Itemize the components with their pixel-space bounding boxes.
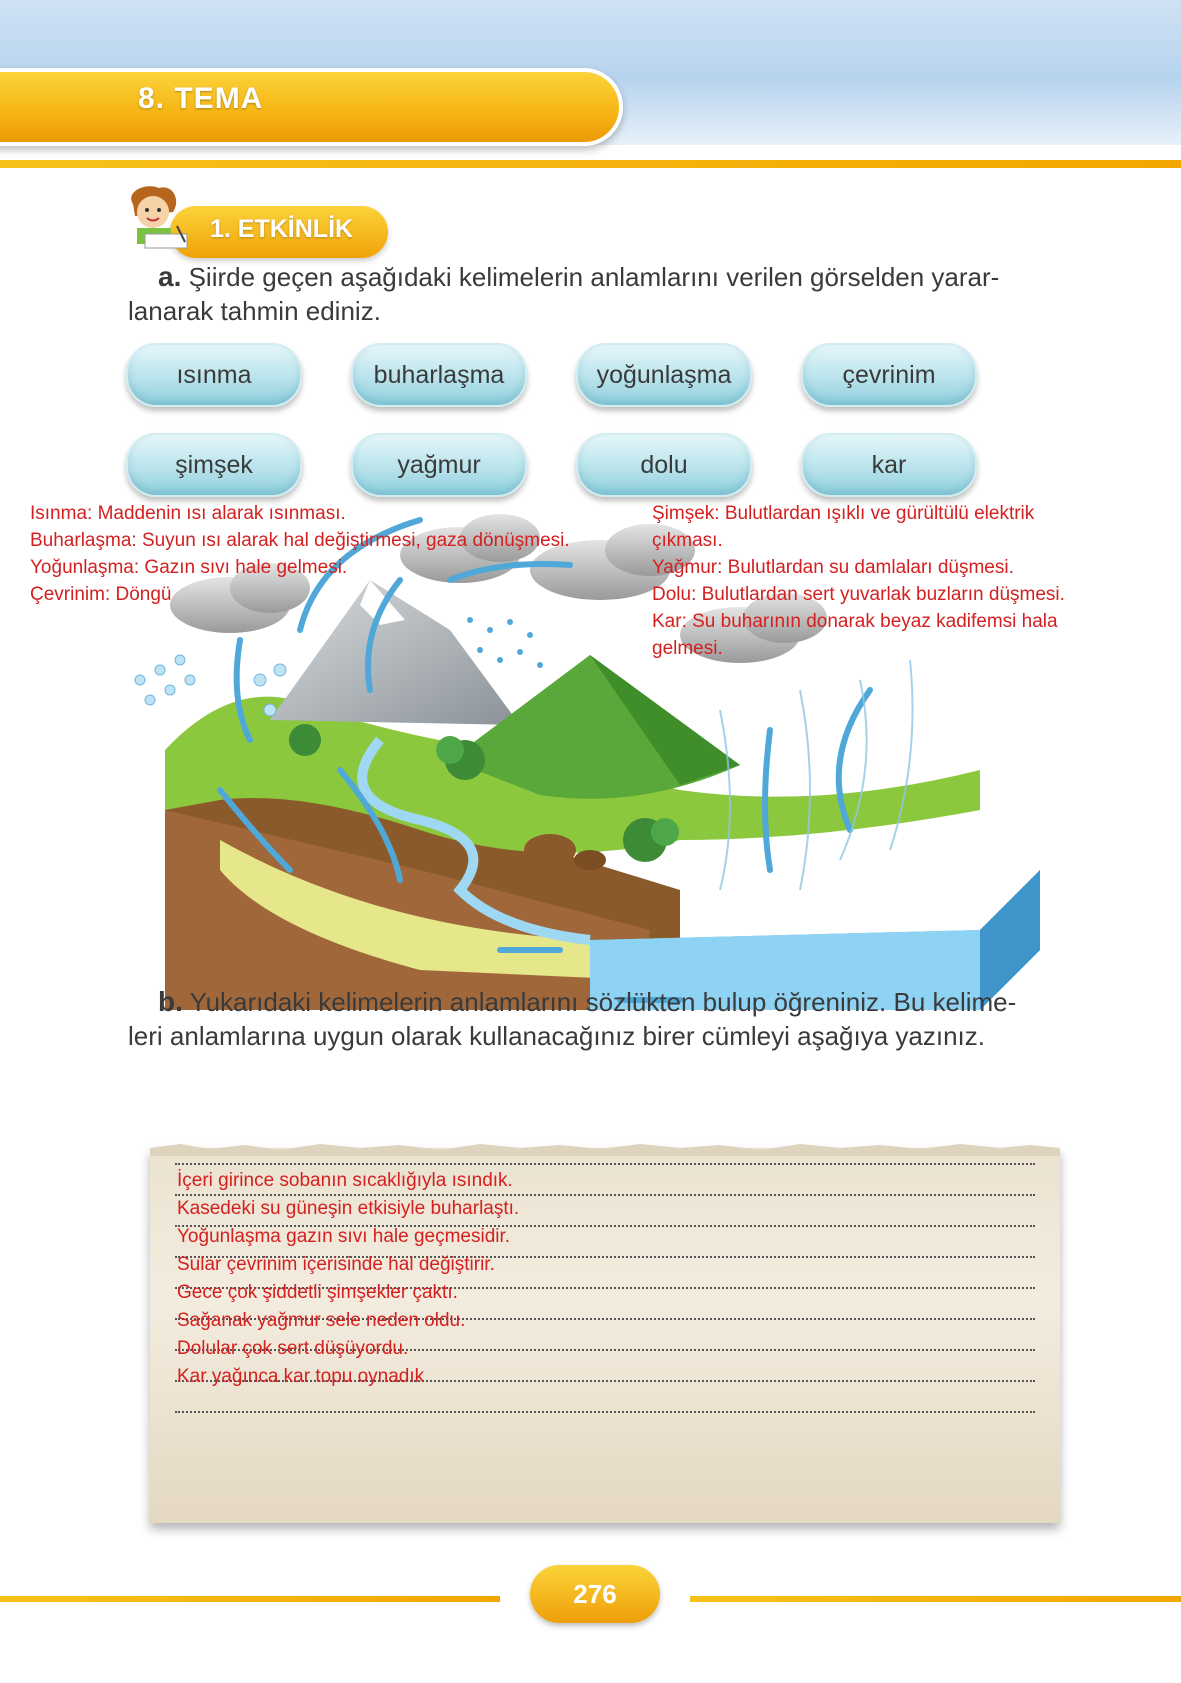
dotted-line (175, 1163, 1035, 1165)
note-left: Çevrinim: Döngü (30, 584, 172, 605)
word-pill: çevrinim (801, 343, 977, 407)
note-right: Kar: Su buharının donarak beyaz kadifemsi hala (652, 611, 1058, 632)
note-left: Yoğunlaşma: Gazın sıvı hale gelmesi. (30, 557, 348, 578)
answer-sentence: Sağanak yağmur sele neden oldu. (177, 1310, 466, 1331)
footer-line-right (690, 1596, 1181, 1602)
note-left: Buharlaşma: Suyun ısı alarak hal değiştirmesi, gaza dönüşmesi. (30, 530, 570, 551)
label-a: a. (158, 261, 182, 292)
word-pill: buharlaşma (351, 343, 527, 407)
word-pill: dolu (576, 433, 752, 497)
answer-sentence: İçeri girince sobanın sıcaklığıyla ısındık. (177, 1170, 513, 1191)
note-right: Yağmur: Bulutlardan su damlaları düşmesi. (652, 557, 1014, 578)
note-right: çıkması. (652, 530, 723, 551)
instruction-a-text: Şiirde geçen aşağıdaki kelimelerin anlamlarını verilen görselden yarar- (188, 262, 1000, 292)
word-pill: ısınma (126, 343, 302, 407)
note-right: Şimşek: Bulutlardan ışıklı ve gürültülü elektrik (652, 503, 1035, 524)
answer-sentence: Kasedeki su güneşin etkisiyle buharlaştı. (177, 1198, 520, 1219)
word-pill: yağmur (351, 433, 527, 497)
dotted-line (175, 1411, 1035, 1413)
answer-sentence: Gece çok şiddetli şimşekler çaktı. (177, 1282, 458, 1303)
word-pill: şimşek (126, 433, 302, 497)
footer-line-left (0, 1596, 500, 1602)
paper-torn-edge (150, 1142, 1060, 1156)
student-mascot-icon (115, 182, 195, 252)
note-left: Isınma: Maddenin ısı alarak ısınması. (30, 503, 346, 524)
note-right: gelmesi. (652, 638, 723, 659)
answer-sentence: Kar yağınca kar topu oynadık (177, 1366, 425, 1387)
word-pill: yoğunlaşma (576, 343, 752, 407)
activity-title: 1. ETKİNLİK (210, 215, 354, 243)
label-b: b. (158, 986, 183, 1017)
instruction-a-line1 (158, 260, 999, 294)
dotted-line (175, 1194, 1035, 1196)
answer-sentence: Dolular çok sert düşüyordu. (177, 1338, 409, 1359)
answer-sentence: Sular çevrinim içerisinde hal değiştirir. (177, 1254, 495, 1275)
note-right: Dolu: Bulutlardan sert yuvarlak buzların düşmesi. (652, 584, 1065, 605)
header-divider (0, 160, 1181, 168)
word-pill: kar (801, 433, 977, 497)
instruction-b-line1 (158, 985, 1016, 1019)
instruction-b-text: Yukarıdaki kelimelerin anlamlarını sözlükten bulup öğreniniz. Bu kelime- (189, 987, 1017, 1017)
answer-sentence: Yoğunlaşma gazın sıvı hale geçmesidir. (177, 1226, 511, 1247)
tema-tab (0, 68, 623, 146)
tema-title: 8. TEMA (138, 82, 264, 115)
instruction-b-line2: leri anlamlarına uygun olarak kullanacağınız birer cümleyi aşağıya yazınız. (128, 1021, 985, 1051)
page-number: 276 (530, 1565, 660, 1623)
instruction-a-line2: lanarak tahmin ediniz. (128, 296, 381, 326)
